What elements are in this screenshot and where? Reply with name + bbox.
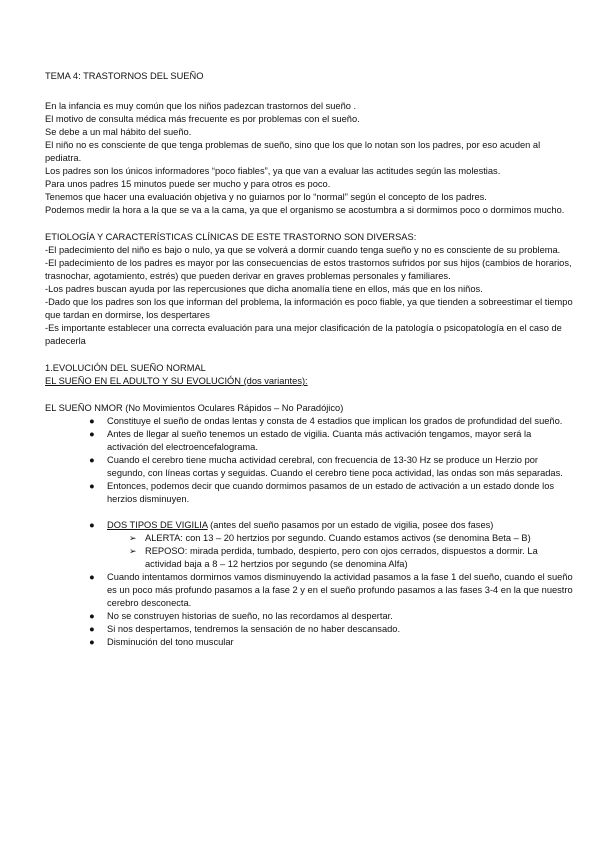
list-item: ● Antes de llegar al sueño tenemos un estado de vigilia. Cuanta más activación tengamos, mayor será la activación del electroencefalograma.	[89, 429, 532, 452]
etiology-item: -Los padres buscan ayuda por las repercusiones que dicha anomalía tiene en ellos, más que en los niños.	[45, 284, 483, 294]
vigilia-desc: (antes del sueño pasamos por un estado de vigilia, posee dos fases)	[207, 520, 494, 530]
bullet-icon: ●	[89, 624, 95, 634]
nmor-bullet-list	[45, 415, 575, 506]
intro-line: Para unos padres 15 minutos puede ser mucho y para otros es poco.	[45, 179, 331, 189]
section-evolution	[45, 362, 575, 649]
arrow-bullet-icon: ➢	[129, 546, 137, 556]
intro-line: El niño no es consciente de que tenga problemas de sueño, sino que los que lo notan son los padres, por eso acuden al pediatra.	[45, 140, 541, 163]
etiology-section	[45, 231, 575, 348]
bullet-icon: ●	[89, 520, 95, 530]
bullet-icon: ●	[89, 572, 95, 582]
list-item: ● Entonces, podemos decir que cuando dormimos pasamos de un estado de activación a un estado donde los herzios disminuyen.	[89, 481, 555, 504]
intro-line: En la infancia es muy común que los niños padezcan trastornos del sueño .	[45, 101, 357, 111]
etiology-item: -El padecimiento del niño es bajo o nulo, ya que se volverá a dormir cuando tenga sueño y no es consciente de su problema.	[45, 245, 561, 255]
etiology-heading: ETIOLOGÍA Y CARACTERÍSTICAS CLÍNICAS DE ESTE TRASTORNO SON DIVERSAS:	[45, 232, 417, 242]
vigilia-list	[45, 519, 575, 649]
list-item: ● No se construyen historias de sueño, no las recordamos al despertar.	[89, 611, 393, 621]
bullet-icon: ●	[89, 637, 95, 647]
etiology-item: -Es importante establecer una correcta evaluación para una mejor clasificación de la patología o psicopatología en el caso de padecerla	[45, 323, 562, 346]
intro-line: Podemos medir la hora a la que se va a la cama, ya que el organismo se acostumbra a si dormimos poco o dormimos mucho.	[45, 205, 565, 215]
list-item	[45, 519, 575, 571]
intro-line: Tenemos que hacer una evaluación objetiva y no guiarnos por lo “normal” según el concepto de los padres.	[45, 192, 487, 202]
bullet-icon: ●	[89, 455, 95, 465]
list-item: ● Disminución del tono muscular	[89, 637, 234, 647]
list-item: ● Cuando intentamos dormirnos vamos disminuyendo la actividad pasamos a la fase 1 del sueño, cuando el sueño es un poco más profundo pasamos a la fase 2 y en el sueño profundo pasamos a las fases 3-4 en la que nuestro cerebro desconecta.	[89, 572, 573, 608]
list-item: ● Cuando el cerebro tiene mucha actividad cerebral, con frecuencia de 13-30 Hz se produce un Herzio por segundo, con líneas cortas y seguidas. Cuando el cerebro tiene poca actividad, las ondas son más separadas.	[89, 455, 563, 478]
arrow-bullet-icon: ➢	[129, 533, 137, 543]
etiology-item: -El padecimiento de los padres es mayor por las consecuencias de estos trastornos sufridos por sus hijos (cambios de horarios, trasnochar, agotamiento, estrés) que pueden derivar en graves problemas personales y familiares.	[45, 258, 572, 281]
intro-section	[45, 100, 575, 217]
intro-line: El motivo de consulta médica más frecuente es por problemas con el sueño.	[45, 114, 360, 124]
bullet-icon: ●	[89, 481, 95, 491]
vigilia-sublist	[107, 532, 575, 571]
vigilia-title: DOS TIPOS DE VIGILIA	[107, 520, 208, 530]
intro-line: Los padres son los únicos informadores “poco fiables”, ya que van a evaluar las actitudes según las molestias.	[45, 166, 501, 176]
document-page	[45, 70, 575, 649]
bullet-icon: ●	[89, 611, 95, 621]
document-title: TEMA 4: TRASTORNOS DEL SUEÑO	[45, 71, 204, 81]
list-item: ● Si nos despertamos, tendremos la sensación de no haber descansado.	[89, 624, 401, 634]
bullet-icon: ●	[89, 429, 95, 439]
list-item: ➢ ALERTA: con 13 – 20 hertzios por segundo. Cuando estamos activos (se denomina Beta – B)	[129, 533, 531, 543]
list-item: ➢ REPOSO: mirada perdida, tumbado, despierto, pero con ojos cerrados, dispuestos a dormir. La actividad baja a 8 – 12 hertzios por segundo (se denomina Alfa)	[129, 546, 538, 569]
nmor-heading: EL SUEÑO NMOR (No Movimientos Oculares Rápidos – No Paradójico)	[45, 403, 344, 413]
list-item: ● Constituye el sueño de ondas lentas y consta de 4 estadios que implican los grados de profundidad del sueño.	[89, 416, 563, 426]
section-heading: 1.EVOLUCIÓN DEL SUEÑO NORMAL	[45, 363, 206, 373]
bullet-icon: ●	[89, 416, 95, 426]
section-subheading: EL SUEÑO EN EL ADULTO Y SU EVOLUCIÓN (dos variantes):	[45, 376, 308, 386]
etiology-item: -Dado que los padres son los que informan del problema, la información es poco fiable, ya que tienden a sobreestimar el tiempo que tardan en dormirse, los despertares	[45, 297, 573, 320]
intro-line: Se debe a un mal hábito del sueño.	[45, 127, 192, 137]
